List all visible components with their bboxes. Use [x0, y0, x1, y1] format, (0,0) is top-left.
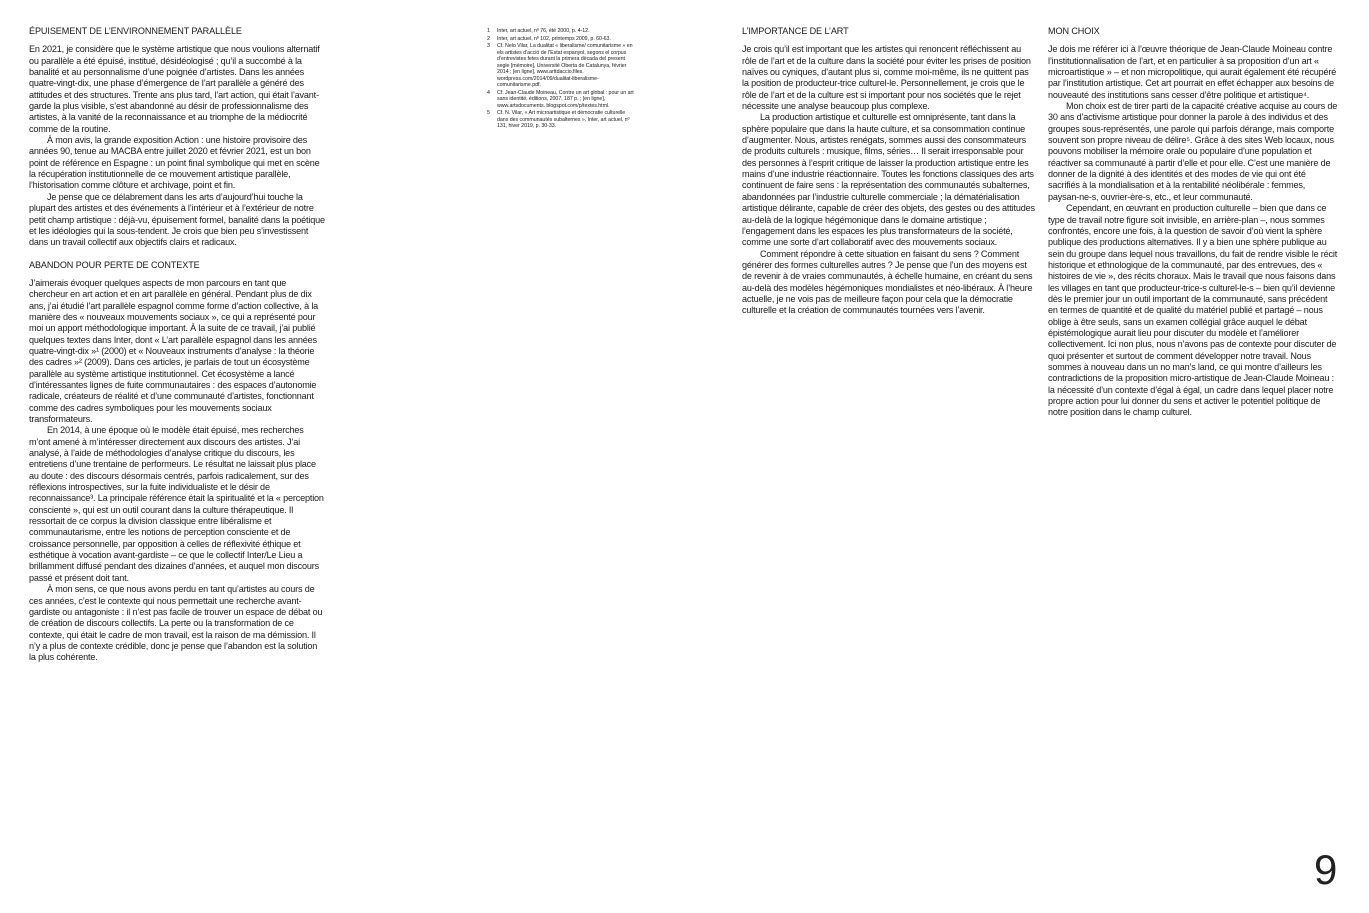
paragraph: Je pense que ce délabrement dans les arts d’aujourd’hui touche la plupart des artistes et des événements à l’intérieur et à l’extérieur de notre petit champ artistique : déjà-vu, épuisement formel, banalité dans la poétique et les idéologies qui la sous-tendent. Je crois que bien peu s’investissent dans un travail collectif aux objectifs clairs et radicaux. — [29, 191, 325, 248]
section-heading-choix: MON CHOIX — [1048, 26, 1100, 36]
paragraph: Mon choix est de tirer parti de la capacité créative acquise au cours de 30 ans d’activisme artistique pour donner la parole à des individus et des groupes sous-représentés, une parole qui parfois dérange, mais comporte souvent son propre niveau de délire⁵. Grâce à des sites Web locaux, nous pouvons mobiliser la mémoire orale ou populaire d’une population et réactiver sa communauté à partir d’elle et pour elle. C’est une manière de donner de la dignité à des identités et des modes de vie qui ont été sacrifiés à la mondialisation et à la rentabilité néolibérale : femmes, paysan-ne-s, ouvrier-ère-s, etc., et leur communauté. — [1048, 101, 1338, 202]
paragraph: La production artistique et culturelle est omniprésente, tant dans la sphère populaire que dans la haute culture, et sa consommation continue d’augmenter. Nous, artistes renégats, sommes aussi des consommateurs de produits culturels : musique, films, séries… Il serait irresponsable pour des personnes à l’esprit critique de laisser la production artistique entre les mains d’une industrie réactionnaire. Toutes les fonctions classiques des arts continuent de faire sens : la représentation des communautés subalternes, abandonnées par l’industrie culturelle commerciale ; la dématérialisation artistique délirante, capable de créer des objets, des gestes ou des attitudes au-delà de la logique hégémonique dans le domaine artistique ; l’engagement dans les espaces les plus transformateurs de la société, comme une sorte d’art collaboratif avec des mouvements sociaux. — [742, 112, 1035, 248]
column-left — [29, 26, 325, 664]
footnote-text: Cf. Nelo Vilar, La dualitat « liberalisme/ comunitarisme » en els artistes d’acció de l’Estat espanyol, segons el corpus d’entrevistes fetes durant la primera dècada del present segle [mémoire], Université Oberta de Catalunya, février 2014 ; [en ligne], www.arttdaccio.files. wordpress.com/2014/09/dualitat-liberalisme-comunitarisme.pdf. — [497, 43, 633, 88]
footnote-number: 4 — [487, 89, 490, 96]
footnote — [487, 90, 637, 110]
footnote-text: Cf. N. Vilar, « Art microartistique et démocratie culturelle dans des communautés subalternes », Inter, art actuel, nº 131, hiver 2019, p. 30-33. — [497, 110, 630, 129]
paragraph: À mon avis, la grande exposition Action : une histoire provisoire des années 90, tenue au MACBA entre juillet 2020 et février 2021, est un bon point de référence en Espagne : un point final symbolique qui met en scène la récupération institutionnelle de ce mouvement artistique parallèle, l’historisation comme clôture et archivage, point et fin. — [29, 135, 320, 191]
footnote-number: 1 — [487, 28, 490, 34]
footnote-text: Cf. Jean-Claude Moineau, Contre un art global : pour un art sans identité, éditions, 2007, 187 p. ; [en ligne], www.artsdocuments. blogspot.com/p/textes.html. — [497, 89, 634, 109]
column-right — [1048, 26, 1338, 419]
footnote — [487, 110, 637, 130]
section-heading-epuisement: ÉPUISEMENT DE L’ENVIRONNEMENT PARALLÈLE — [29, 26, 242, 36]
footnote-number: 5 — [487, 110, 490, 116]
paragraph: Je dois me référer ici à l’œuvre théorique de Jean-Claude Moineau contre l’institutionnalisation de l’art, et en particulier à sa proposition d’un art « microartistique » – et non micropolitique, qui aurait également été récupéré par l’institution artistique. Cet art pourrait en effet échapper aux besoins de nouveauté des institutions sans cesser d’être politique et artistique⁴. — [1048, 44, 1337, 100]
paragraph: En 2014, à une époque où le modèle était épuisé, mes recherches m’ont amené à m’intéresser directement aux discours des artistes. J’ai analysé, à l’aide de méthodologies d’analyse critique du discours, les entretiens d’une trentaine de performeurs. Le résultat ne laissait plus place au doute : des discours désormais centrés, parfois radicalement, sur des réflexions introspectives, sur la fuite individualiste et le désir de reconnaissance³. La principale référence était la spiritualité et la « perception consciente », qui est un outil courant dans la culture thérapeutique. Il ressortait de ce corpus la division classique entre libéralisme et communautarisme, entre les notions de perception consciente et de croissance personnelle, par opposition à celles de réflexivité éthique et esthétique à vocation avant-gardiste – ce que le collectif Inter/Le Lieu a brillamment diffusé pendant des dizaines d’années, et auquel mon discours passé et présent doit tant. — [29, 425, 324, 583]
footnote — [487, 36, 637, 43]
footnote-number: 3 — [487, 43, 490, 49]
footnote-text: Inter, art actuel, nº 102, printemps 2009, p. 60-63. — [497, 35, 611, 42]
footnote-number: 2 — [487, 35, 490, 42]
paragraph: En 2021, je considère que le système artistique que nous voulions alternatif ou parallèle a été épuisé, institué, désidéologisé ; qu’il a succombé à la banalité et au personnalisme d’une poignée d’artistes. Dans les années quatre-vingt-dix, une phase d’émergence de l’art parallèle a généré des attitudes et des structures. Trente ans plus tard, l’art action, qui était l’avant-garde la plus visible, s’est abandonné au désir de professionnalisme des artistes, à la vanité de la reconnaissance et au triomphe de la médiocrité comme de la routine. — [29, 44, 320, 134]
paragraph: J’aimerais évoquer quelques aspects de mon parcours en tant que chercheur en art action et en art parallèle en général. Pendant plus de dix ans, j’ai étudié l’art parallèle espagnol comme forme d’action collective, à la manière des « nouveaux mouvements sociaux », ce qui a représenté pour moi un apport méthodologique important. À la suite de ce travail, j’ai publié quelques textes dans Inter, dont « L’art parallèle espagnol dans les années quatre-vingt-dix »¹ (2000) et « Nouveaux instruments d’analyse : la théorie des cadres »² (2009). Dans ces articles, je parlais de tout un écosystème parallèle au système artistique institutionnel. Cet écosystème a lancé d’intéressantes lignes de fuite communautaires : des espaces d’autonomie radicale, créateurs de réalité et d’une communauté d’artistes, fonctionnant comme des cadres symboliques pour les mouvements sociaux transformateurs. — [29, 277, 319, 424]
paragraph: Comment répondre à cette situation en faisant du sens ? Comment générer des formes culturelles autres ? Je pense que l’un des moyens est de revenir à de vraies communautés, à échelle humaine, en créant du sens au-delà des modèles hégémoniques mondialistes et néo-libéraux. À l’heure actuelle, je ne vois pas de meilleure façon pour cela que la démocratie culturelle et la création de communautés tournées vers l’avenir. — [742, 248, 1033, 316]
paragraph: À mon sens, ce que nous avons perdu en tant qu’artistes au cours de ces années, c’est le contexte qui nous permettait une recherche avant-gardiste ou antagoniste : il n’est pas facile de trouver un espace de débat ou de création de discours collectifs. La perte ou la transformation de ce contexte, qui était le cadre de mon travail, est la raison de ma démission. Il n’y a plus de contexte crédible, donc je pense que l’abandon est la solution la plus cohérente. — [29, 584, 323, 663]
section-heading-importance: L’IMPORTANCE DE L’ART — [742, 26, 849, 36]
footnote — [487, 43, 637, 89]
section-heading-abandon: ABANDON POUR PERTE DE CONTEXTE — [29, 259, 200, 270]
footnotes — [487, 28, 637, 131]
footnote — [487, 28, 637, 35]
paragraph: Cependant, en œuvrant en production culturelle – bien que dans ce type de travail notre figure soit invisible, en arrière-plan –, nous sommes confrontés, encore une fois, à la question de savoir d’où vient la sphère publique des productions alternatives. Il y a bien une sphère publique au sein du groupe dans lequel nous travaillons, du fait de rendre visible le récit historique et ethnologique de la communauté, par des entrevues, des « histoires de vie », des récits choraux. Mais le travail que nous faisons dans les villages en tant que producteur-trice-s culturel-le-s – bien qu’il devienne dès le premier jour un outil important de la communauté, sans précédent en termes de quantité et de qualité du matériel publié et partagé – nous oblige à être seuls, sans un examen collégial grâce auquel le débat épistémologique aurait lieu pour discuter du modèle et l’améliorer collectivement. Ici non plus, nous n’avons pas de contexte pour discuter de quoi présenter et surtout de comment développer notre travail. Nous sommes à nouveau dans un no man’s land, ce qui montre d’ailleurs les contradictions de la proposition micro-artistique de Jean-Claude Moineau : la nécessité d’un contexte d’égal à égal, un cadre dans lequel placer notre propre action pour lui donner du sens et activer le potentiel politique de notre position dans le champ culturel. — [1048, 203, 1338, 418]
column-middle-right — [742, 26, 1036, 317]
footnote-text: Inter, art actuel, nº 76, été 2000, p. 4-12. — [497, 28, 590, 34]
page-number: 9 — [1314, 846, 1338, 893]
paragraph: Je crois qu’il est important que les artistes qui renoncent réfléchissent au rôle de l’art et de la culture dans la société pour éviter les prises de position naïves ou cyniques, d’autant plus si, comme moi-même, ils ne quittent pas la position de producteur-trice culturel-le. Personnellement, je crois que le rôle de l’art et de la culture est si important pour nos sociétés que le rejet nécessite une analyse beaucoup plus complexe. — [742, 44, 1031, 112]
